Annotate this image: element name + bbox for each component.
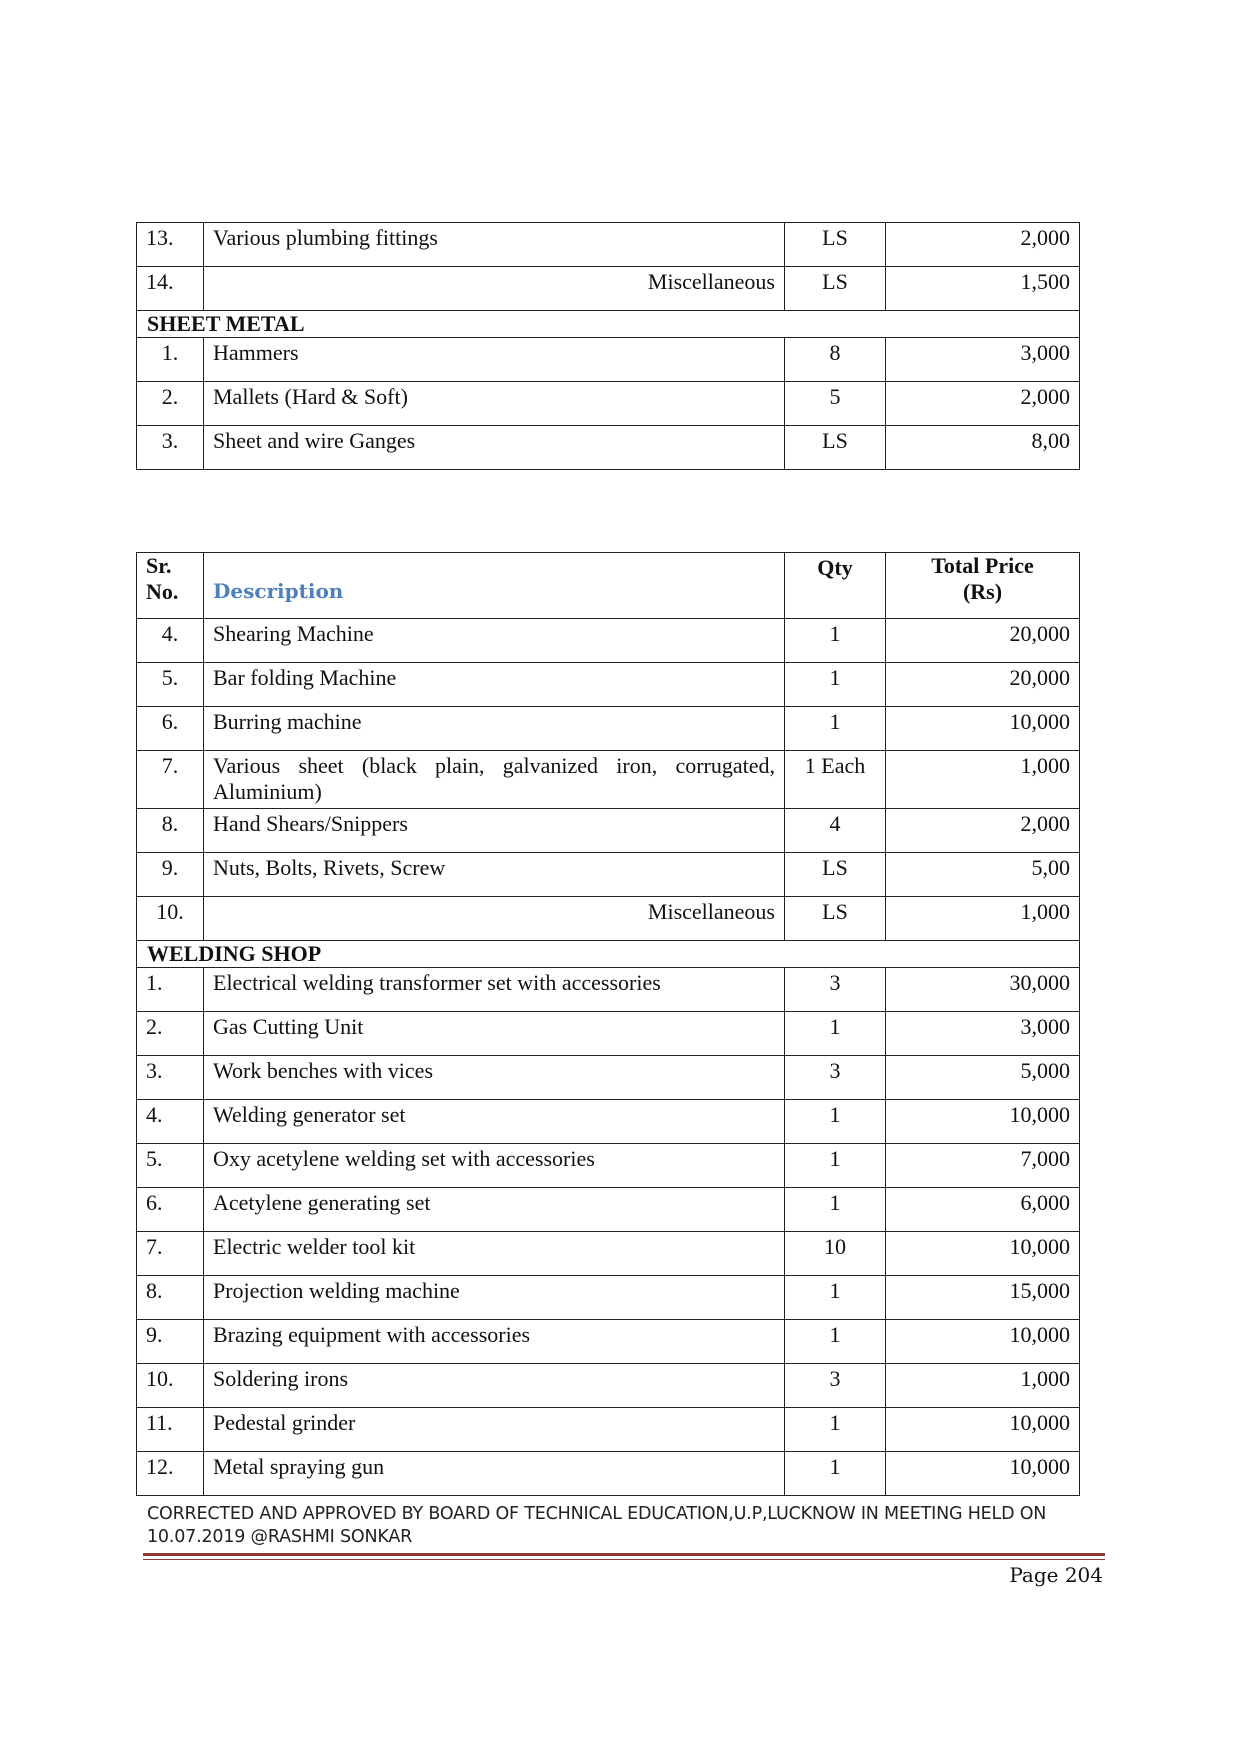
price: 1,000 bbox=[886, 751, 1080, 809]
price: 7,000 bbox=[886, 1144, 1080, 1188]
qty: 1 bbox=[785, 619, 886, 663]
sr-no: 6. bbox=[137, 707, 204, 751]
description: Various plumbing fittings bbox=[204, 223, 785, 267]
table-row bbox=[137, 897, 1080, 941]
qty: 1 bbox=[785, 1188, 886, 1232]
table-row bbox=[137, 223, 1080, 267]
description: Bar folding Machine bbox=[204, 663, 785, 707]
price: 8,00 bbox=[886, 426, 1080, 470]
description: Acetylene generating set bbox=[204, 1188, 785, 1232]
header-total-price: Total Price (Rs) bbox=[886, 553, 1080, 619]
section-row bbox=[137, 941, 1080, 968]
table-row bbox=[137, 1232, 1080, 1276]
price: 1,000 bbox=[886, 897, 1080, 941]
sr-no: 14. bbox=[137, 267, 204, 311]
price: 10,000 bbox=[886, 1100, 1080, 1144]
sr-no: 4. bbox=[137, 619, 204, 663]
qty: 1 bbox=[785, 1452, 886, 1496]
table-row bbox=[137, 1012, 1080, 1056]
sr-no: 12. bbox=[137, 1452, 204, 1496]
description: Oxy acetylene welding set with accessories bbox=[204, 1144, 785, 1188]
sr-no: 7. bbox=[137, 1232, 204, 1276]
table-row bbox=[137, 1100, 1080, 1144]
description: Brazing equipment with accessories bbox=[204, 1320, 785, 1364]
footer-approval-note bbox=[147, 1503, 1097, 1549]
description: Miscellaneous bbox=[204, 267, 785, 311]
price: 3,000 bbox=[886, 1012, 1080, 1056]
table-row bbox=[137, 267, 1080, 311]
price: 10,000 bbox=[886, 1232, 1080, 1276]
table-row bbox=[137, 1320, 1080, 1364]
qty: LS bbox=[785, 223, 886, 267]
qty: LS bbox=[785, 426, 886, 470]
description: Projection welding machine bbox=[204, 1276, 785, 1320]
description: Sheet and wire Ganges bbox=[204, 426, 785, 470]
qty: 3 bbox=[785, 1364, 886, 1408]
table-row bbox=[137, 338, 1080, 382]
description: Work benches with vices bbox=[204, 1056, 785, 1100]
header-sr-no: Sr. No. bbox=[137, 553, 204, 619]
description: Metal spraying gun bbox=[204, 1452, 785, 1496]
qty: LS bbox=[785, 853, 886, 897]
price: 15,000 bbox=[886, 1276, 1080, 1320]
price: 10,000 bbox=[886, 1408, 1080, 1452]
description: Electric welder tool kit bbox=[204, 1232, 785, 1276]
qty: 1 bbox=[785, 663, 886, 707]
description: Mallets (Hard & Soft) bbox=[204, 382, 785, 426]
price: 5,000 bbox=[886, 1056, 1080, 1100]
section-title-welding-shop: WELDING SHOP bbox=[137, 941, 1080, 968]
sr-no: 11. bbox=[137, 1408, 204, 1452]
page-number: Page 204 bbox=[1009, 1563, 1103, 1587]
sr-no: 6. bbox=[137, 1188, 204, 1232]
footer-line-2: 10.07.2019 @RASHMI SONKAR bbox=[147, 1527, 413, 1547]
table-row bbox=[137, 1056, 1080, 1100]
sr-no: 1. bbox=[137, 338, 204, 382]
table-row bbox=[137, 707, 1080, 751]
qty: 1 bbox=[785, 707, 886, 751]
qty: LS bbox=[785, 897, 886, 941]
sr-no: 4. bbox=[137, 1100, 204, 1144]
sr-no: 2. bbox=[137, 1012, 204, 1056]
equipment-table-1 bbox=[136, 222, 1080, 470]
qty: LS bbox=[785, 267, 886, 311]
table-row bbox=[137, 1144, 1080, 1188]
description: Burring machine bbox=[204, 707, 785, 751]
description: Hammers bbox=[204, 338, 785, 382]
qty: 8 bbox=[785, 338, 886, 382]
price: 3,000 bbox=[886, 338, 1080, 382]
table-row bbox=[137, 1452, 1080, 1496]
table-row bbox=[137, 663, 1080, 707]
table-row bbox=[137, 809, 1080, 853]
description: Pedestal grinder bbox=[204, 1408, 785, 1452]
qty: 1 bbox=[785, 1144, 886, 1188]
table-row bbox=[137, 751, 1080, 809]
qty: 1 Each bbox=[785, 751, 886, 809]
description: Shearing Machine bbox=[204, 619, 785, 663]
description: Nuts, Bolts, Rivets, Screw bbox=[204, 853, 785, 897]
sr-no: 3. bbox=[137, 1056, 204, 1100]
qty: 4 bbox=[785, 809, 886, 853]
price: 2,000 bbox=[886, 382, 1080, 426]
table-row bbox=[137, 382, 1080, 426]
sr-no: 1. bbox=[137, 968, 204, 1012]
price: 2,000 bbox=[886, 223, 1080, 267]
table-header-row bbox=[137, 553, 1080, 619]
qty: 1 bbox=[785, 1012, 886, 1056]
qty: 1 bbox=[785, 1276, 886, 1320]
table-row bbox=[137, 968, 1080, 1012]
sr-no: 10. bbox=[137, 897, 204, 941]
price: 10,000 bbox=[886, 1452, 1080, 1496]
price: 20,000 bbox=[886, 663, 1080, 707]
price: 2,000 bbox=[886, 809, 1080, 853]
qty: 1 bbox=[785, 1408, 886, 1452]
description: Hand Shears/Snippers bbox=[204, 809, 785, 853]
description: Gas Cutting Unit bbox=[204, 1012, 785, 1056]
description: Miscellaneous bbox=[204, 897, 785, 941]
sr-no: 10. bbox=[137, 1364, 204, 1408]
price: 6,000 bbox=[886, 1188, 1080, 1232]
sr-no: 3. bbox=[137, 426, 204, 470]
sr-no: 2. bbox=[137, 382, 204, 426]
description: Soldering irons bbox=[204, 1364, 785, 1408]
description: Various sheet (black plain, galvanized iron, corrugated, Aluminium) bbox=[204, 751, 785, 809]
table-row bbox=[137, 1408, 1080, 1452]
section-title-sheet-metal: SHEET METAL bbox=[137, 311, 1080, 338]
header-qty: Qty bbox=[785, 553, 886, 619]
qty: 3 bbox=[785, 968, 886, 1012]
price: 10,000 bbox=[886, 707, 1080, 751]
qty: 10 bbox=[785, 1232, 886, 1276]
table-row bbox=[137, 619, 1080, 663]
price: 10,000 bbox=[886, 1320, 1080, 1364]
sr-no: 9. bbox=[137, 853, 204, 897]
table-row bbox=[137, 1364, 1080, 1408]
footer-line-1: CORRECTED AND APPROVED BY BOARD OF TECHNICAL EDUCATION,U.P,LUCKNOW IN MEETING HELD ON bbox=[147, 1504, 1047, 1524]
sr-no: 13. bbox=[137, 223, 204, 267]
qty: 1 bbox=[785, 1100, 886, 1144]
price: 1,500 bbox=[886, 267, 1080, 311]
sr-no: 5. bbox=[137, 1144, 204, 1188]
description: Electrical welding transformer set with accessories bbox=[204, 968, 785, 1012]
table-row bbox=[137, 853, 1080, 897]
price: 20,000 bbox=[886, 619, 1080, 663]
qty: 1 bbox=[785, 1320, 886, 1364]
table-row bbox=[137, 1276, 1080, 1320]
sr-no: 9. bbox=[137, 1320, 204, 1364]
price: 1,000 bbox=[886, 1364, 1080, 1408]
sr-no: 8. bbox=[137, 1276, 204, 1320]
qty: 5 bbox=[785, 382, 886, 426]
equipment-table-2 bbox=[136, 552, 1080, 1496]
sr-no: 7. bbox=[137, 751, 204, 809]
qty: 3 bbox=[785, 1056, 886, 1100]
sr-no: 8. bbox=[137, 809, 204, 853]
price: 5,00 bbox=[886, 853, 1080, 897]
description: Welding generator set bbox=[204, 1100, 785, 1144]
sr-no: 5. bbox=[137, 663, 204, 707]
section-row bbox=[137, 311, 1080, 338]
table-row bbox=[137, 426, 1080, 470]
footer-rule-thin bbox=[143, 1559, 1105, 1560]
footer-rule bbox=[143, 1553, 1105, 1556]
table-row bbox=[137, 1188, 1080, 1232]
header-description: Description bbox=[204, 553, 785, 619]
price: 30,000 bbox=[886, 968, 1080, 1012]
